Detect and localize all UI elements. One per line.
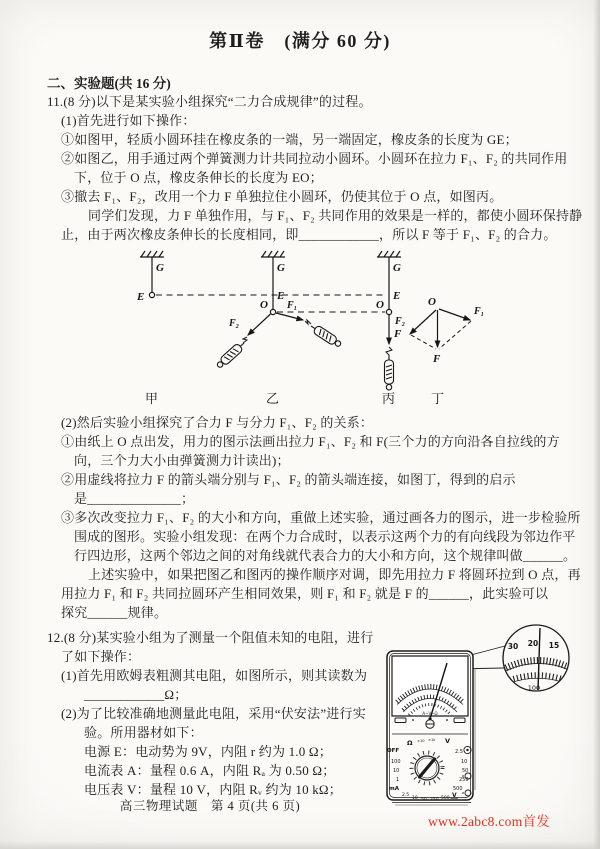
text-line: 止，由于两次橡皮条伸长的长度相同，即____________，所以 F 等于 F₁、F₂ 的合力。 (61, 227, 557, 242)
caption-yi: 乙 (266, 391, 280, 406)
label-F1: F₁ (287, 300, 298, 311)
dial-off-label: OFF (387, 748, 400, 754)
dial-range: 10 (412, 796, 418, 801)
text-line: 电源 E：电动势为 9V，内阻 r 约为 1.0 Ω； (84, 744, 332, 759)
scale-value-20: 20 (527, 639, 539, 648)
section-heading: 二、实验题(共 16 分) (47, 76, 171, 91)
dial-x10-label: ×10 (417, 739, 425, 743)
text-line: 上述实验中，如果把图乙和图丙的操作顺序对调，即先用拉力 F 将圆环拉到 O 点，再 (88, 567, 581, 582)
dial-v-top-label: V (445, 737, 451, 745)
text-line: ②用虚线将拉力 F 的箭头端分别与 F₁、F₂ 的箭头端连接，如图丁，得到的启示 (61, 472, 516, 487)
label-F: F (394, 328, 402, 340)
text-line: 电流表 A：量程 0.6 A，内阻 Rₐ 为 0.50 Ω； (84, 763, 336, 778)
scale-value-15: 15 (548, 641, 560, 650)
page-title: 第Ⅱ卷 (满分 60 分) (209, 31, 391, 51)
dial-range: 2.5 (455, 749, 463, 755)
dial-range: 2.5 (402, 793, 410, 798)
text-line: (1)首先用欧姆表粗测其电阻，如图所示，则其读数为 (61, 668, 368, 683)
page-footer: 高三物理试题 第 4 页(共 6 页) (119, 799, 301, 813)
label-E: E (277, 290, 285, 302)
vector-F1 (439, 309, 470, 320)
dial-x1k-label: ×1k (428, 738, 436, 742)
text-line: 用拉力 F₁ 和 F₂ 共同拉圆环产生相同效果，则 F₁ 和 F₂ 就是 F 的______，此实验可以 (61, 586, 549, 601)
caption-bing: 丙 (382, 391, 396, 406)
text-line: 11.(8 分)以下是某实验小组探究“二力合成规律”的过程。 (47, 94, 372, 109)
label-O: O (376, 299, 384, 311)
dial-range: 50 (421, 797, 427, 803)
text-line: ①如图甲，轻质小圆环挂在橡皮条的一端，另一端固定，橡皮条的长度为 GE； (61, 132, 518, 147)
force-F2-arrow (248, 314, 271, 335)
dial-range: 50 (462, 768, 469, 774)
text-line: 电压表 V：量程 10 V，内阻 Rᵥ 约为 10 kΩ； (84, 782, 342, 797)
spring-scale (309, 322, 343, 349)
question-11-part2 (47, 413, 581, 622)
dial-v-bottom-label: V (452, 792, 457, 799)
label-F1: F₁ (474, 306, 485, 317)
text-line: 是______________； (74, 491, 195, 506)
text-line: (2)为了比较准确地测量此电阻，采用“伏安法”进行实 (61, 706, 366, 721)
dial-range: 10 (461, 759, 468, 765)
window-unit-label: A~V~Ω (422, 711, 438, 716)
multimeter-figure (376, 610, 592, 822)
scale-value-100: 100 (527, 684, 541, 692)
label-G: G (156, 262, 164, 274)
label-F2: F₂ (229, 318, 240, 329)
dial-range: 500 (453, 786, 463, 792)
text-line: 向，三个力大小由弹簧测力计读出)； (74, 453, 290, 468)
text-line: ③多次改变拉力 F₁、F₂ 的大小和方向，重做上述实验，通过画各力的图示，进一步检验所 (61, 510, 581, 525)
label-O: O (260, 299, 268, 311)
label-G: G (393, 262, 401, 274)
watermark-link[interactable]: www.2abc8.com首发 (428, 814, 551, 829)
dial-ma-label: mA (389, 786, 399, 792)
text-line: ②如图乙，用手通过两个弹簧测力计共同拉动小圆环。小圆环在拉力 F₁、F₂ 的共同作用 (61, 151, 568, 166)
dial-range: 500 (441, 796, 450, 801)
text-line: 行四边形，这两个邻边之间的对角线就代表合力的大小和方向，这个规律叫做______。 (74, 548, 577, 563)
text-line: ____________Ω； (84, 687, 188, 702)
meter-body (387, 651, 475, 805)
question-12 (47, 628, 387, 799)
caption-ding: 丁 (431, 391, 445, 406)
text-line: ①由纸上 O 点出发，用力的图示法画出拉力 F₁、F₂ 和 F(三个力的方向沿各自拉线的方 (61, 434, 560, 449)
dial-range: 100 (391, 759, 401, 765)
text-line: 了如下操作： (61, 649, 141, 664)
text-line: ③撤去 F₁、F₂，改用一个力 F 单独拉住小圆环，仍使其位于 O 点，如图丙。 (61, 189, 503, 204)
dial-range: 250 (430, 797, 439, 803)
vector-F2 (410, 310, 436, 334)
question-11-part1 (47, 92, 582, 244)
meter-display-window (392, 656, 468, 721)
label-E: E (137, 291, 145, 303)
spring-scale (385, 355, 394, 390)
spring-scale (215, 340, 247, 370)
text-line: (2)然后实验小组探究了合力 F 与分力 F₁、F₂ 的关系： (61, 415, 374, 430)
label-G: G (277, 262, 285, 274)
text-line: (1)首先进行如下操作： (61, 113, 196, 128)
dial-ohm-label: Ω (407, 739, 413, 747)
label-F2: F₂ (395, 316, 406, 327)
text-line: 围成的图形。实验小组发现：在两个力合成时，以表示这两个力的有向线段为邻边作平 (74, 529, 576, 544)
scale-value-30: 30 (507, 642, 519, 651)
dial-range: 1 (396, 777, 400, 783)
label-O: O (428, 296, 436, 308)
force-experiment-figure (56, 247, 540, 411)
force-F1-arrow (276, 313, 303, 320)
text-line: 12.(8 分)某实验小组为了测量一个阻值未知的电阻，进行 (47, 630, 374, 645)
label-E: E (393, 290, 401, 302)
vector-diagram-ding (394, 296, 484, 365)
text-line: 探究______规律。 (61, 605, 168, 620)
caption-jia: 甲 (145, 391, 159, 406)
magnifier-circle (503, 625, 569, 692)
setup-yi (215, 251, 343, 370)
text-line: 验。所用器材如下： (84, 725, 203, 740)
dial-range: 10 (393, 768, 400, 774)
label-F: F (433, 353, 441, 365)
text-line: 下，位于 O 点，橡皮条伸长的长度为 EO； (74, 170, 323, 185)
text-line: 同学们发现，力 F 单独作用，与 F₁、F₂ 共同作用的效果是一样的，都使小圆环保持静 (88, 208, 583, 223)
dial-range: 250 (459, 777, 469, 783)
